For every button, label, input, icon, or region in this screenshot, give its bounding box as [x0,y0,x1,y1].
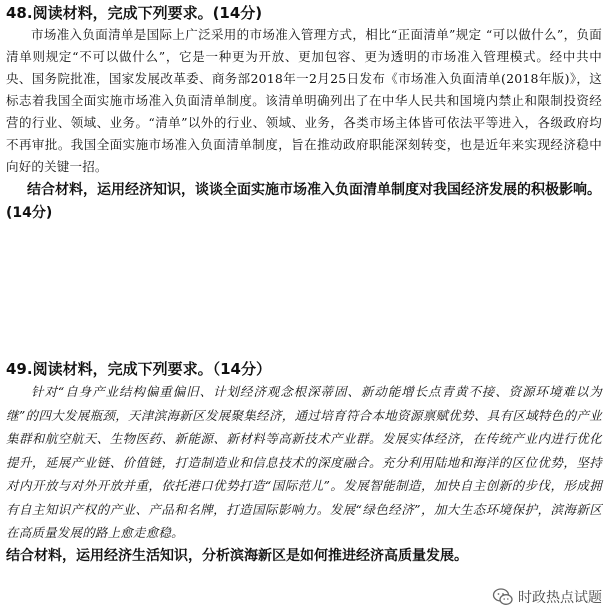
watermark-text: 时政热点试题 [518,590,602,606]
question-48-task: 结合材料，运用经济知识，谈谈全面实施市场准入负面清单制度对我国经济发展的积极影响。(14分) [6,182,601,221]
question-48-header: 48.阅读材料，完成下列要求。(14分) [6,4,263,22]
question-49-header: 49.阅读材料，完成下列要求。（14分） [6,360,271,378]
question-49 [6,358,602,568]
watermark [488,585,606,609]
wechat-icon [492,586,514,608]
question-48-material: 市场准入负面清单是国际上广泛采用的市场准入管理方式，相比“正面清单”规定 “可以做什么”，负面清单则规定“不可以做什么”，它是一种更为开放、更加包容、更为透明的市场准入管理模式。经中共中央、国务院批准，国家发展改革委、商务部2018年一2月25日发布《市场准入负面清单(2018年版)》，这标志着我国全面实施市场准入负面清单制度。该清单明确列出了在中华人民共和国境内禁止和限制投资经营的行业、领域、业务。“清单”以外的行业、领域、业务，各类市场主体皆可依法平等进入，各级政府均不再审批。我国全面实施市场准入负面清单制度，旨在推动政府职能深刻转变，也是近年来实现经济稳中向好的关键一招。 [6,27,602,174]
question-49-material: 针对“自身产业结构偏重偏旧、计划经济观念根深蒂固、新动能增长点青黄不接、资源环境难以为继”的四大发展瓶颈，天津滨海新区发展聚集经济，通过培育符合本地资源禀赋优势、具有区域特色的产业集群和航空航天、生物医药、新能源、新材料等高新技术产业群。发展实体经济，在传统产业内进行优化提升，延展产业链、价值链，打造制造业和信息技术的深度融合。充分利用陆地和海洋的区位优势，坚持对内开放与对外开放并重，依托港口优势打造“国际范儿”。发展智能制造，加快自主创新的步伐，形成拥有自主知识产权的产业、产品和名牌，打造国际影响力。发展“绿色经济”，加大生态环境保护，滨海新区在高质量发展的路上愈走愈稳。 [6,384,602,540]
question-49-task: 结合材料，运用经济生活知识，分析滨海新区是如何推进经济高质量发展。 [6,547,468,564]
question-48 [6,2,602,225]
